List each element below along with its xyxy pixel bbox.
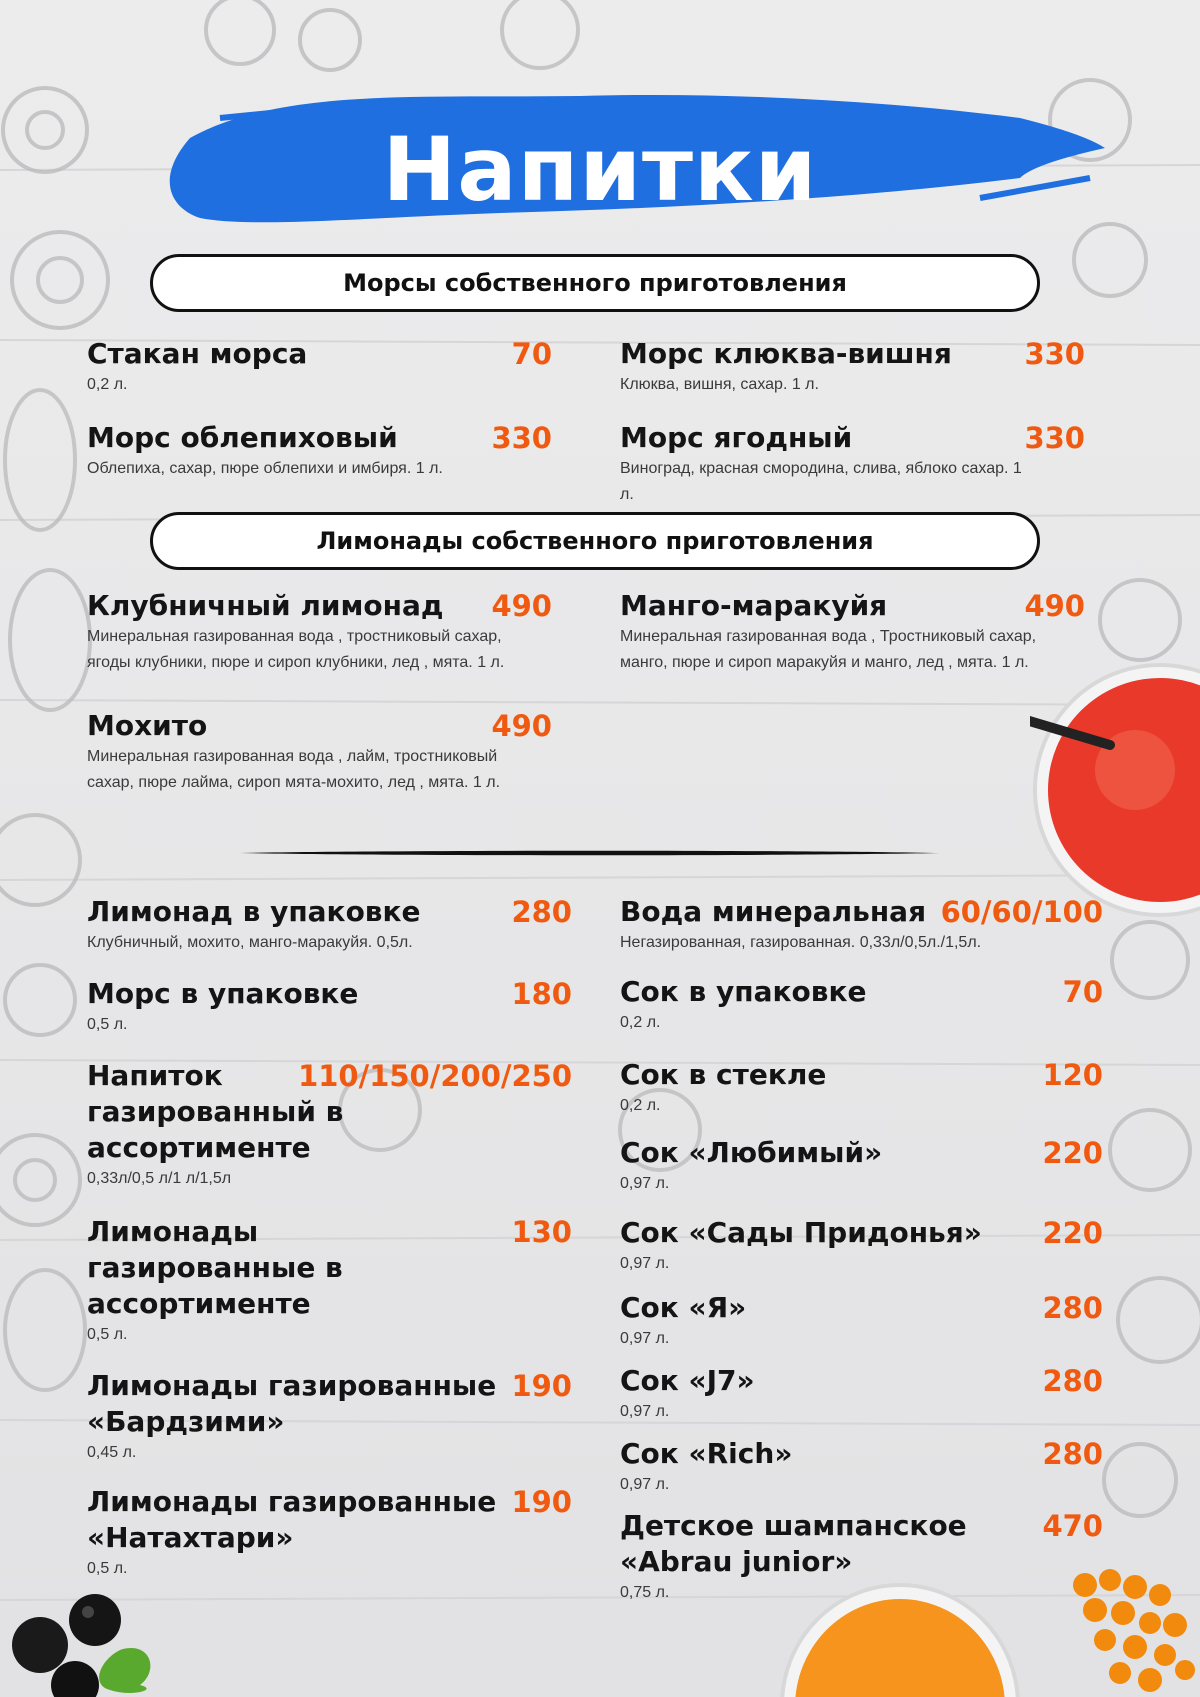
item-price: 190 bbox=[511, 1369, 572, 1403]
sea-buckthorn-berries-image bbox=[1065, 1565, 1200, 1697]
item-price: 220 bbox=[1042, 1136, 1103, 1170]
menu-item bbox=[87, 894, 572, 956]
menu-item bbox=[620, 1057, 1110, 1119]
menu-item bbox=[87, 420, 567, 482]
item-description: 0,97 л. bbox=[620, 1255, 670, 1272]
item-description: 0,97 л. bbox=[620, 1403, 670, 1420]
item-name: Сок «Любимый» bbox=[620, 1136, 883, 1169]
item-price: 490 bbox=[1024, 589, 1085, 623]
item-description: Клубничный, мохито, манго-маракуйя. 0,5л. bbox=[87, 934, 413, 951]
item-description: 0,2 л. bbox=[620, 1097, 661, 1114]
menu-item bbox=[620, 1135, 1110, 1197]
item-description: Негазированная, газированная. 0,33л/0,5л./1,5л. bbox=[620, 934, 982, 951]
menu-item bbox=[620, 1290, 1110, 1352]
item-description: 0,5 л. bbox=[87, 1560, 128, 1577]
menu-item bbox=[87, 708, 557, 796]
item-price: 220 bbox=[1042, 1216, 1103, 1250]
menu-item bbox=[620, 1215, 1110, 1277]
menu-item bbox=[620, 420, 1090, 508]
item-name: Напиток газированный в ассортименте bbox=[87, 1059, 344, 1164]
item-name: Манго-маракуйя bbox=[620, 589, 888, 622]
item-name: Лимонады газированные «Натахтари» bbox=[87, 1485, 497, 1554]
item-name: Сок «J7» bbox=[620, 1364, 755, 1397]
menu-item bbox=[620, 336, 1090, 398]
item-description: Клюква, вишня, сахар. 1 л. bbox=[620, 376, 819, 393]
item-price: 70 bbox=[1062, 975, 1103, 1009]
item-name: Сок в упаковке bbox=[620, 975, 867, 1008]
red-juice-glass-image bbox=[1030, 660, 1200, 920]
menu-item bbox=[620, 974, 1110, 1036]
menu-item bbox=[87, 1368, 577, 1466]
item-description: 0,97 л. bbox=[620, 1175, 670, 1192]
item-name: Стакан морса bbox=[87, 337, 308, 370]
item-price: 330 bbox=[491, 421, 552, 455]
currant-berries-image bbox=[0, 1590, 160, 1697]
item-name: Лимонады газированные в ассортименте bbox=[87, 1215, 343, 1320]
item-price: 130 bbox=[511, 1215, 572, 1249]
item-description: Минеральная газированная вода , тростниковый сахар, ягоды клубники, пюре и сироп клубники, лед , мята. 1 л. bbox=[87, 628, 505, 671]
menu-item bbox=[620, 1436, 1110, 1498]
item-name: Лимонады газированные «Бардзими» bbox=[87, 1369, 497, 1438]
item-description: 0,33л/0,5 л/1 л/1,5л bbox=[87, 1170, 232, 1187]
item-description: Минеральная газированная вода , Тростниковый сахар, манго, пюре и сироп маракуйя и манго, лед , мята. 1 л. bbox=[620, 628, 1037, 671]
menu-item bbox=[87, 336, 557, 398]
item-description: 0,97 л. bbox=[620, 1476, 670, 1493]
item-description: Минеральная газированная вода , лайм, тростниковый сахар, пюре лайма, сироп мята-мохито, лед , мята. 1 л. bbox=[87, 748, 501, 791]
item-name: Мохито bbox=[87, 709, 208, 742]
menu-item bbox=[87, 1214, 572, 1348]
section-header-label: Лимонады собственного приготовления bbox=[316, 527, 874, 555]
item-price: 190 bbox=[511, 1485, 572, 1519]
item-price: 330 bbox=[1024, 421, 1085, 455]
item-price: 490 bbox=[491, 709, 552, 743]
section-header-label: Морсы собственного приготовления bbox=[343, 269, 847, 297]
item-name: Сок в стекле bbox=[620, 1058, 827, 1091]
item-description: Виноград, красная смородина, слива, яблоко сахар. 1 л. bbox=[620, 460, 1022, 503]
item-name: Морс облепиховый bbox=[87, 421, 398, 454]
item-name: Сок «Rich» bbox=[620, 1437, 793, 1470]
menu-item bbox=[87, 976, 572, 1038]
item-name: Морс в упаковке bbox=[87, 977, 359, 1010]
item-price: 280 bbox=[1042, 1291, 1103, 1325]
section-header-lemonades bbox=[150, 512, 1040, 570]
item-description: 0,2 л. bbox=[87, 376, 128, 393]
item-price: 110/150/200/250 bbox=[298, 1059, 572, 1093]
menu-item bbox=[620, 1363, 1110, 1425]
item-name: Сок «Я» bbox=[620, 1291, 747, 1324]
item-name: Клубничный лимонад bbox=[87, 589, 444, 622]
item-price: 280 bbox=[1042, 1437, 1103, 1471]
item-description: 0,45 л. bbox=[87, 1444, 137, 1461]
item-name: Вода минеральная bbox=[620, 895, 927, 928]
divider-line bbox=[240, 850, 940, 856]
item-price: 330 bbox=[1024, 337, 1085, 371]
item-name: Морс ягодный bbox=[620, 421, 853, 454]
item-description: 0,5 л. bbox=[87, 1016, 128, 1033]
item-name: Морс клюква-вишня bbox=[620, 337, 952, 370]
item-description: 0,5 л. bbox=[87, 1326, 128, 1343]
section-header-mors bbox=[150, 254, 1040, 312]
item-description: 0,75 л. bbox=[620, 1584, 670, 1601]
orange-juice-glass-image bbox=[780, 1575, 1020, 1697]
item-description: 0,97 л. bbox=[620, 1330, 670, 1347]
item-price: 280 bbox=[1042, 1364, 1103, 1398]
item-price: 280 bbox=[511, 895, 572, 929]
menu-item bbox=[87, 588, 557, 676]
item-name: Детское шампанское «Abrau junior» bbox=[620, 1509, 967, 1578]
item-name: Лимонад в упаковке bbox=[87, 895, 421, 928]
item-price: 180 bbox=[511, 977, 572, 1011]
item-price: 60/60/100 bbox=[940, 895, 1103, 929]
item-price: 490 bbox=[491, 589, 552, 623]
menu-item bbox=[87, 1058, 577, 1192]
page-title: Напитки bbox=[382, 118, 818, 221]
menu-item bbox=[87, 1484, 577, 1582]
item-description: 0,2 л. bbox=[620, 1014, 661, 1031]
item-description: Облепиха, сахар, пюре облепихи и имбиря. 1 л. bbox=[87, 460, 443, 477]
item-price: 120 bbox=[1042, 1058, 1103, 1092]
item-price: 70 bbox=[511, 337, 552, 371]
item-name: Сок «Сады Придонья» bbox=[620, 1216, 982, 1249]
menu-item bbox=[620, 588, 1090, 676]
item-price: 470 bbox=[1042, 1509, 1103, 1543]
